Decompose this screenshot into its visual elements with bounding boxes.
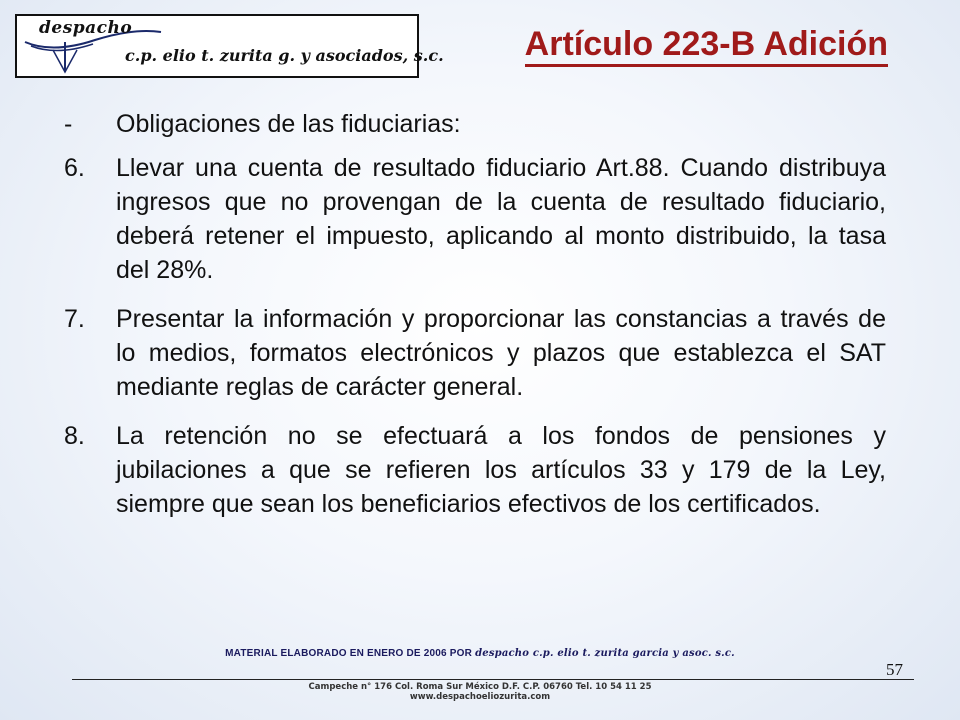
list-marker: 7.: [64, 305, 85, 333]
footer-credit-text: MATERIAL ELABORADO EN ENERO DE 2006 POR: [225, 648, 473, 659]
list-text: Presentar la información y proporcionar las constancias a través de lo medios, formatos electrónicos y plazos que establezca el SAT mediante reglas de carácter general.: [116, 305, 886, 401]
website-line: www.despachoeliozurita.com: [409, 692, 551, 702]
footer-address: [0, 682, 960, 702]
list-text: Obligaciones de las fiduciarias:: [116, 110, 461, 138]
footer-credit: [0, 648, 960, 659]
list-marker: 6.: [64, 154, 85, 182]
logo-firm-name: c.p. elio t. zurita g. y asociados, s.c.: [125, 46, 444, 65]
list-item: [64, 419, 886, 521]
footer-signature: despacho c.p. elio t. zurita garcia y asoc. s.c.: [475, 648, 735, 659]
logo-word: despacho: [39, 18, 133, 38]
address-line: Campeche n° 176 Col. Roma Sur México D.F. C.P. 06760 Tel. 10 54 11 25: [308, 682, 652, 692]
slide-title: Artículo 223-B Adición: [525, 24, 888, 67]
list-item: [64, 302, 886, 404]
list-item: [64, 151, 886, 287]
slide-content: [64, 107, 886, 536]
list-text: Llevar una cuenta de resultado fiduciario Art.88. Cuando distribuya ingresos que no provengan de la cuenta de resultado fiduciario, deberá retener el impuesto, aplicando al monto distribuido, la tasa del 28%.: [116, 154, 886, 284]
list-marker: 8.: [64, 422, 85, 450]
list-text: La retención no se efectuará a los fondos de pensiones y jubilaciones a que se refieren los artículos 33 y 179 de la Ley, siempre que sean los beneficiarios efectivos de los certificados.: [116, 422, 886, 518]
list-marker: -: [64, 110, 73, 138]
list-item: [64, 107, 886, 141]
footer-divider: [72, 679, 914, 680]
page-number: 57: [886, 660, 903, 679]
firm-logo: [15, 14, 444, 78]
